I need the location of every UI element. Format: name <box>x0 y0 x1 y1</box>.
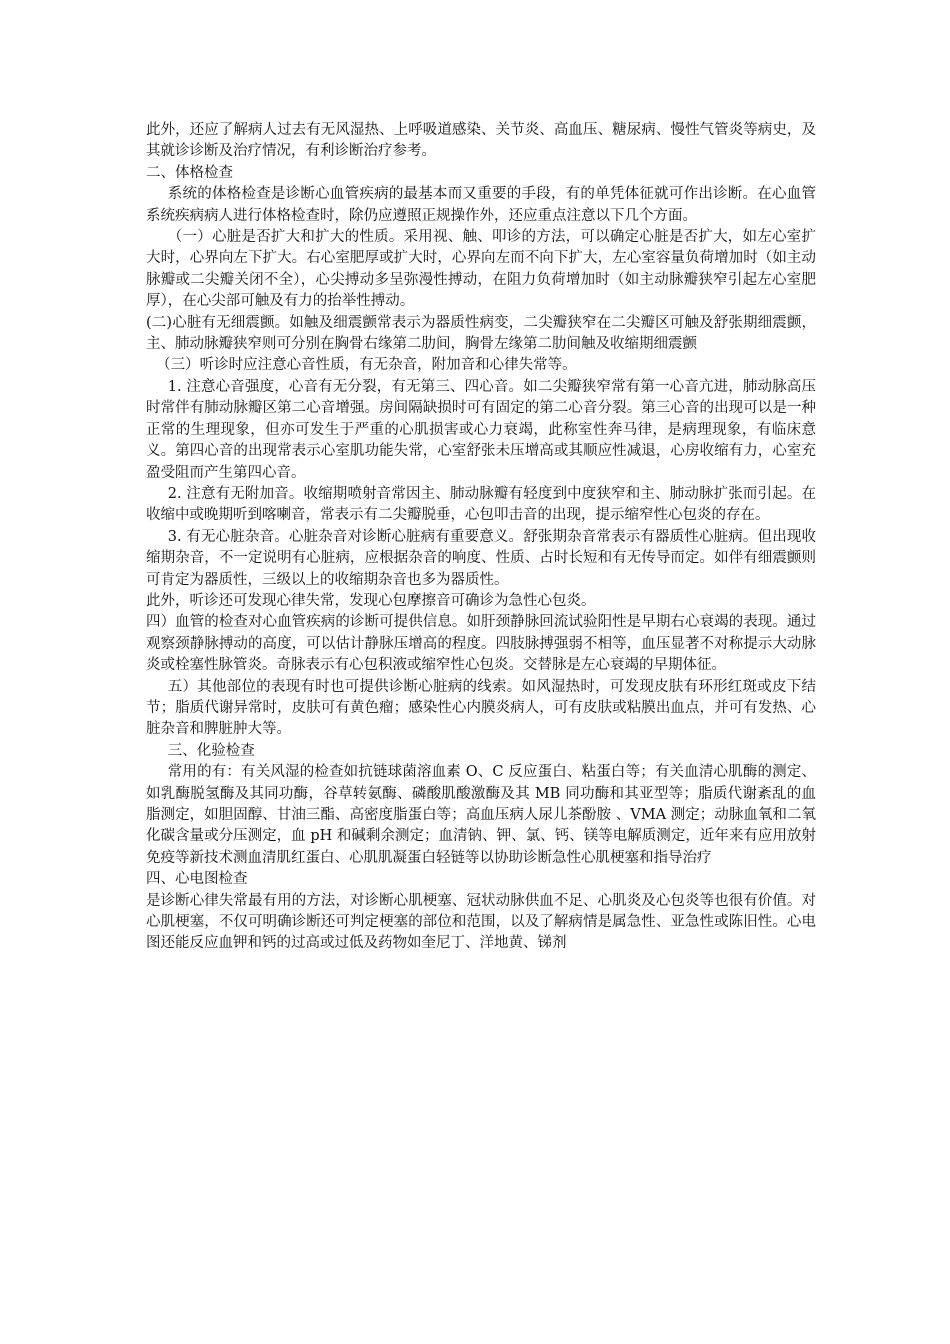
paragraph-heart-enlargement: （一）心脏是否扩大和扩大的性质。采用视、触、叩诊的方法，可以确定心脏是否扩大，如左心室扩大时，心界向左下扩大。右心室肥厚或扩大时，心界向左而不向下扩大，左心室容量负荷增加时（如主动脉瓣或二尖瓣关闭不全），心尖搏动多呈弥漫性搏动，在阻力负荷增加时（如主动脉瓣狭窄引起左心室肥厚），在心尖部可触及有力的抬举性搏动。 <box>146 229 816 310</box>
paragraph-murmurs: 3. 有无心脏杂音。心脏杂音对诊断心脏病有重要意义。舒张期杂音常表示有器质性心脏病。但出现收缩期杂音，不一定说明有心脏病，应根据杂音的响度、性质、占时长短和有无传导而定。如伴有细震颤则可肯定为器质性，三级以上的收缩期杂音也多为器质性。 <box>146 528 816 588</box>
section-heading-physical-exam: 二、体格检查 <box>146 164 233 181</box>
paragraph-thrill: (二)心脏有无细震颤。如触及细震颤常表示为器质性病变，二尖瓣狭窄在二尖瓣区可触及舒张期细震颤，主、肺动脉瓣狭窄则可分别在胸骨右缘第二肋间，胸骨左缘第二肋间触及收缩期细震颤 <box>146 314 816 353</box>
paragraph-heart-sounds: 1. 注意心音强度，心音有无分裂，有无第三、四心音。如二尖瓣狭窄常有第一心音亢进，肺动脉高压时常伴有肺动脉瓣区第二心音增强。房间隔缺损时可有固定的第二心音分裂。第三心音的出现可以是一种正常的生理现象，但亦可发生于严重的心肌损害或心力衰竭，此称室性奔马律，是病理现象，有临床意义。第四心音的出现常表示心室肌功能失常，心室舒张未压增高或其顺应性减退，心房收缩有力，心室充盈受阻而产生第四心音。 <box>146 378 816 481</box>
document-page <box>146 120 816 955</box>
section-heading-lab-tests: 三、化验检查 <box>167 742 255 759</box>
paragraph-other-signs: 五）其他部位的表现有时也可提供诊断心脏病的线索。如风湿热时，可发现皮肤有环形红斑或皮下结节；脂质代谢异常时，皮肤可有黄色瘤；感染性心内膜炎病人，可有皮肤或粘膜出血点，并可有发热、心脏杂音和脾脏肿大等。 <box>146 678 816 738</box>
paragraph-lab-tests: 常用的有：有关风湿的检查如抗链球菌溶血素 O、C 反应蛋白、粘蛋白等；有关血清心肌酶的测定、如乳酶脱氢酶及其同功酶，谷草转氨酶、磷酸肌酸激酶及其 MB 同功酶和其亚型等；脂质代谢紊乱的血脂测定，如胆固醇、甘油三酯、高密度脂蛋白等；高血压病人尿儿茶酚胺 、VMA 测定；动脉血氧和二氧化碳含量或分压测定，血 pH 和碱剩余测定；血清钠、钾、氯、钙、镁等电解质测定，近年来有应用放射免疫等新技术测血清肌红蛋白、心肌肌凝蛋白轻链等以协助诊断急性心肌梗塞和指导治疗 <box>146 764 816 866</box>
paragraph-ecg: 是诊断心律失常最有用的方法，对诊断心肌梗塞、冠状动脉供血不足、心肌炎及心包炎等也很有价值。对心肌梗塞，不仅可明确诊断还可判定梗塞的部位和范围，以及了解病情是属急性、亚急性或陈旧性。心电图还能反应血钾和钙的过高或过低及药物如奎尼丁、洋地黄、锑剂 <box>146 892 816 952</box>
section-heading-ecg: 四、心电图检查 <box>146 871 248 888</box>
paragraph-vascular-exam: 四）血管的检查对心血管疾病的诊断可提供信息。如肝颈静脉回流试验阳性是早期右心衰竭的表现。通过观察颈静脉搏动的高度，可以估计静脉压增高的程度。四肢脉搏强弱不相等，血压显著不对称提示大动脉炎或栓塞性脉管炎。奇脉表示有心包积液或缩窄性心包炎。交替脉是左心衰竭的早期体征。 <box>146 614 816 674</box>
paragraph-added-sounds: 2. 注意有无附加音。收缩期喷射音常因主、肺动脉瓣有轻度到中度狭窄和主、肺动脉扩张而引起。在收缩中或晚期听到喀喇音，常表示有二尖瓣脱垂，心包叩击音的出现，提示缩窄性心包炎的存在。 <box>146 485 816 524</box>
paragraph-physical-intro: 系统的体格检查是诊断心血管疾病的最基本而又重要的手段，有的单凭体征就可作出诊断。在心血管系统疾病病人进行体格检查时，除仍应遵照正规操作外，还应重点注意以下几个方面。 <box>146 186 816 224</box>
paragraph-auscultation: （三）听诊时应注意心音性质，有无杂音，附加音和心律失常等。 <box>156 357 577 374</box>
paragraph-history-note: 此外，还应了解病人过去有无风湿热、上呼吸道感染、关节炎、高血压、糖尿病、慢性气管炎等病史，及其就诊诊断及治疗情况，有利诊断治疗参考。 <box>146 122 816 160</box>
paragraph-arrhythmia-note: 此外，听诊还可发现心律失常，发现心包摩擦音可确诊为急性心包炎。 <box>146 592 596 609</box>
